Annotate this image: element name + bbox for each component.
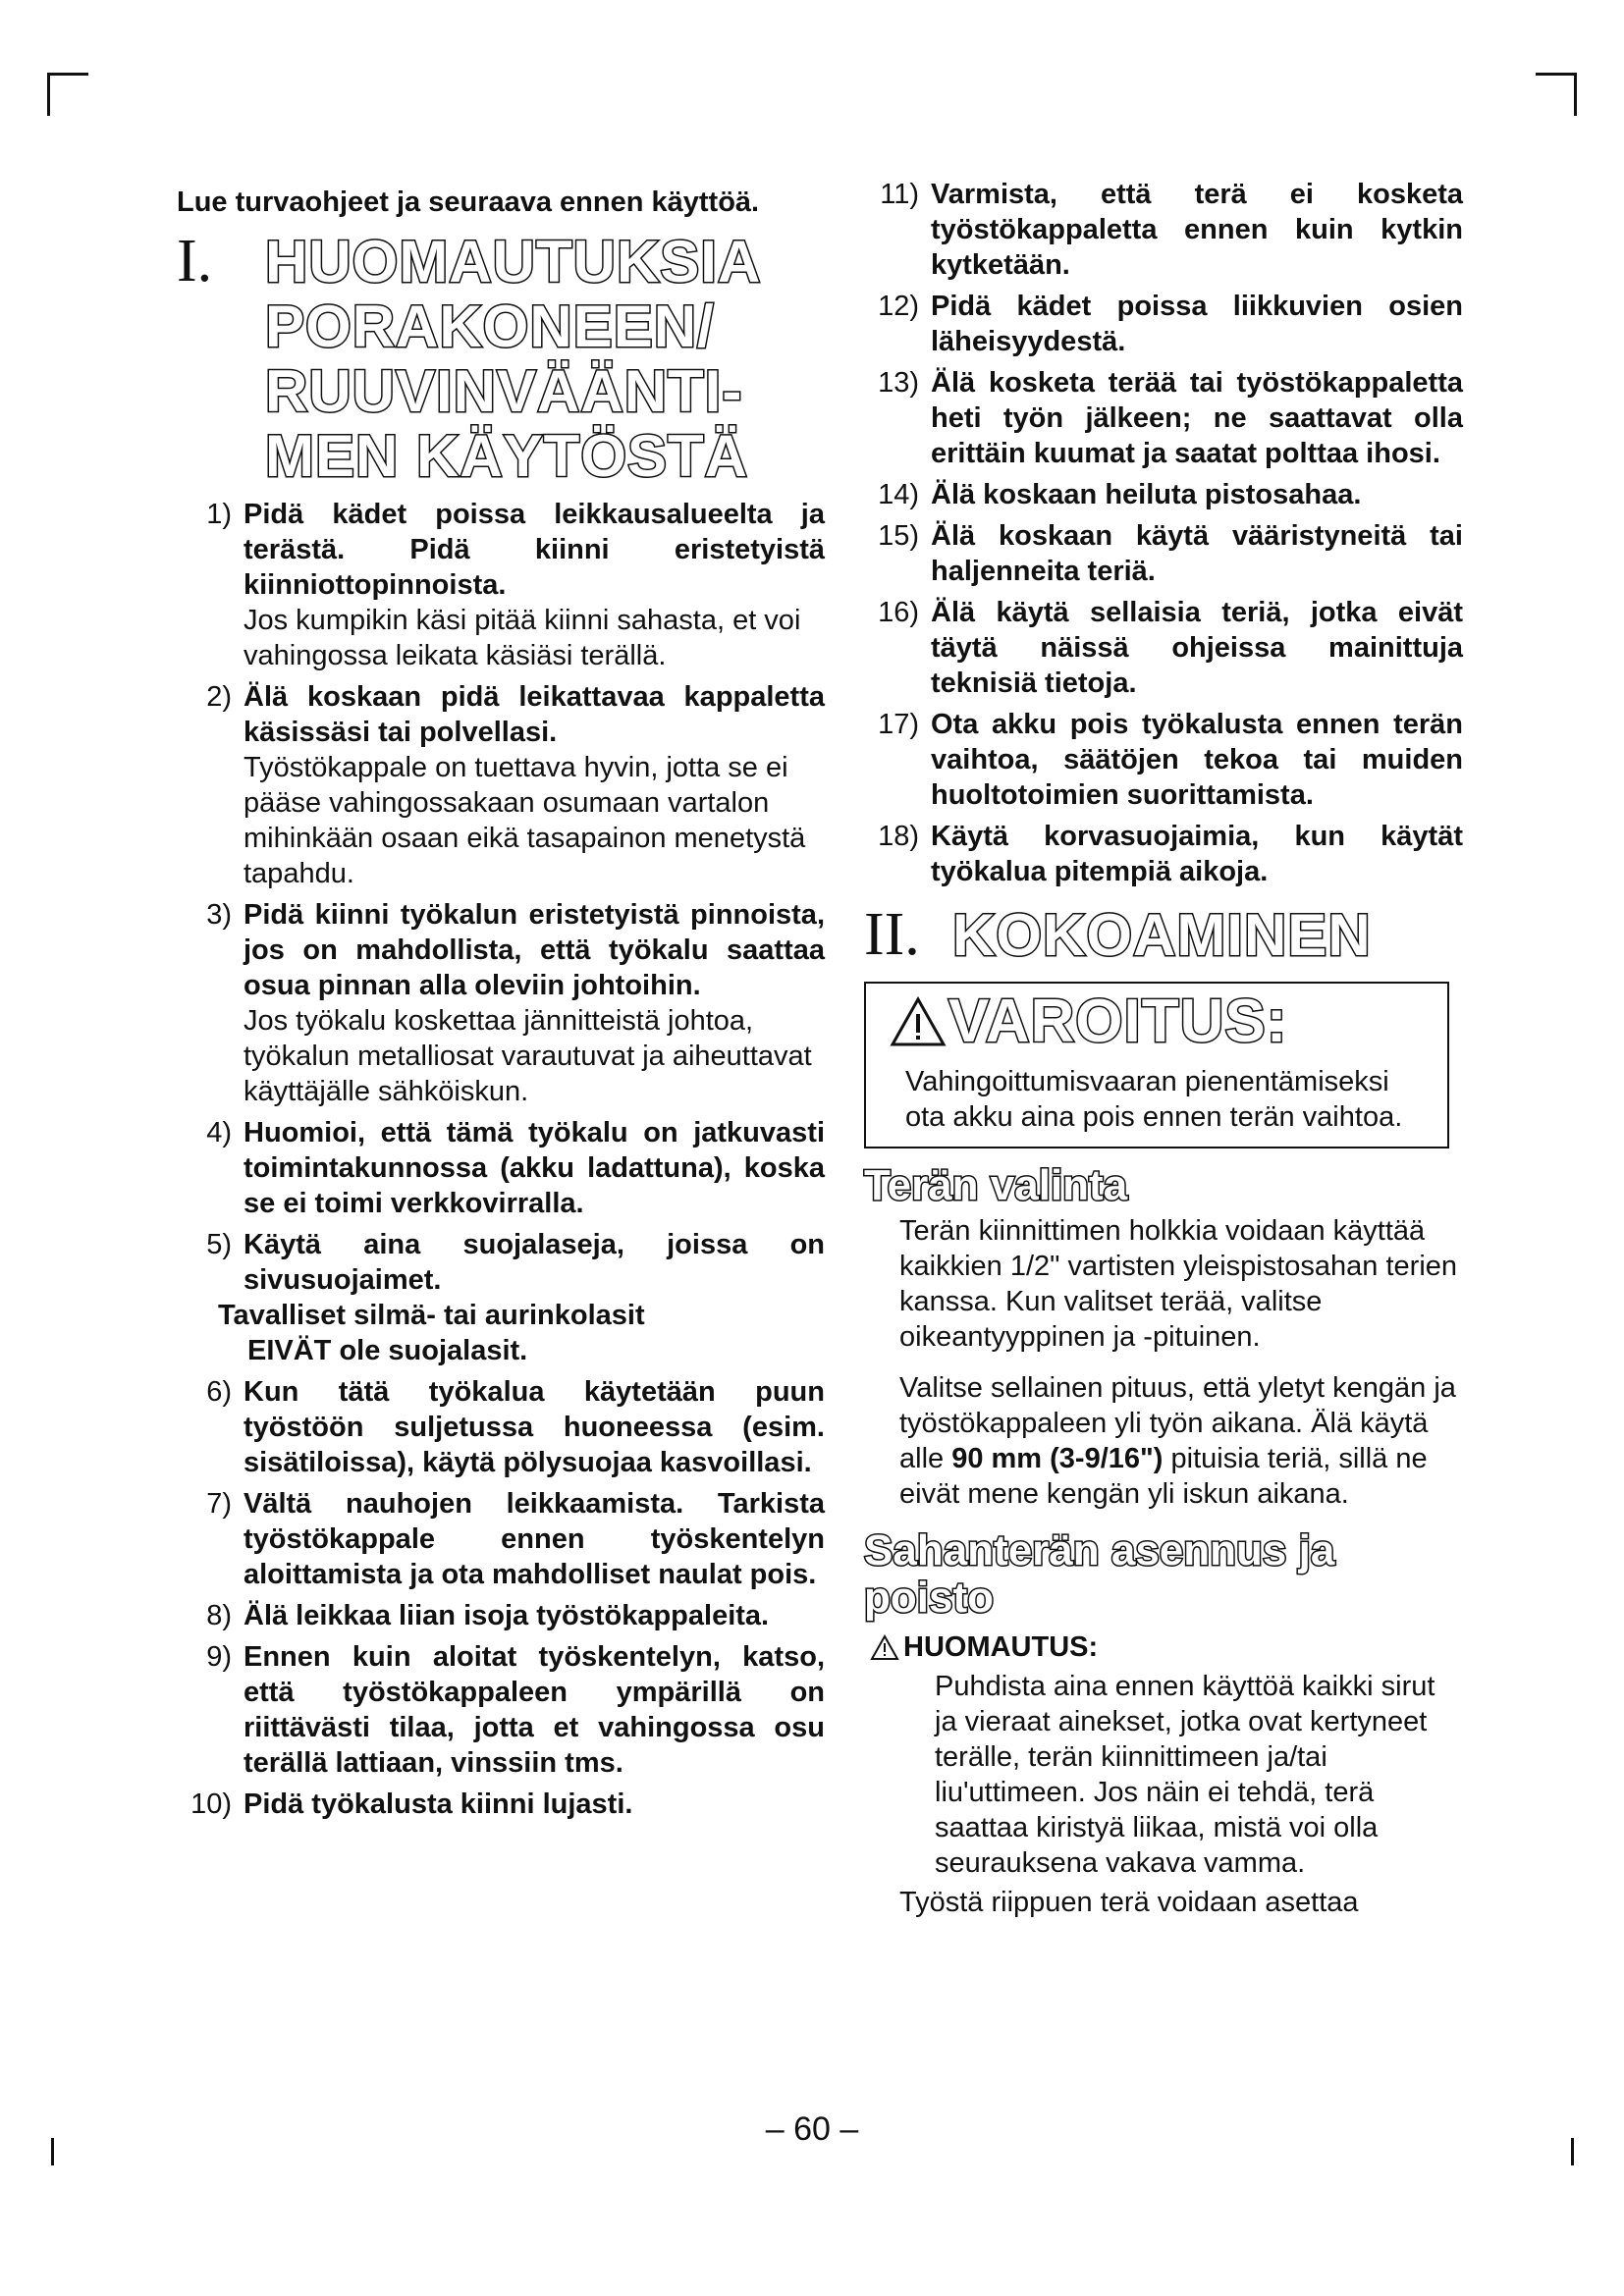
item-bold-text: Vältä nauhojen leikkaamista. Tarkista työstökappale ennen työskentelyn aloittamista ja ota mahdolliset naulat pois. xyxy=(244,1488,825,1590)
list-item xyxy=(864,177,1463,283)
warning-box xyxy=(864,982,1449,1148)
item-bold-text: Pidä kädet poissa liikkuvien osien läheisyydestä. xyxy=(931,291,1463,357)
list-item xyxy=(864,477,1463,512)
warning-title-text: VAROITUS: xyxy=(948,988,1288,1055)
item-number: 13) xyxy=(878,367,919,399)
item-number: 12) xyxy=(878,291,919,322)
p2-blade-length: 90 mm (3-9/16") xyxy=(951,1443,1164,1474)
item-bold-text: Älä koskaan heiluta pistosahaa. xyxy=(931,479,1362,510)
p2-text-a: Valitse sellainen pituus, että yletyt kengän ja työstökappaleen yli työn aikana. Älä käytä alle xyxy=(899,1372,1456,1474)
item-bold-text: Älä leikkaa liian isoja työstökappaleita. xyxy=(244,1600,770,1631)
item-bold-text: Käytä korvasuojaimia, kun käytät työkalua pitempiä aikoja. xyxy=(931,821,1463,887)
safety-list-left-continued xyxy=(177,1374,825,1822)
list-item xyxy=(864,518,1463,589)
section-1-title-line: RUUVINVÄÄNTI- xyxy=(265,358,743,424)
item-bold-text: Varmista, että terä ei kosketa työstökappaletta ennen kuin kytkin kytketään. xyxy=(931,179,1463,281)
warning-text: Vahingoittumisvaaran pienentämiseksi ota akku aina pois ennen terän vaihtoa. xyxy=(905,1066,1403,1133)
list-item xyxy=(864,365,1463,471)
safety-list-left xyxy=(177,497,825,1298)
list-item xyxy=(177,897,825,1109)
item-number: 3) xyxy=(206,899,232,931)
blade-selection-paragraph-2 xyxy=(864,1370,1463,1512)
item-bold-text: Pidä työkalusta kiinni lujasti. xyxy=(244,1789,633,1820)
section-1-heading xyxy=(177,230,825,489)
item-number: 5) xyxy=(206,1229,232,1260)
item-number: 16) xyxy=(878,597,919,628)
blade-selection-paragraph-1: Terän kiinnittimen holkkia voidaan käyttää kaikkien 1/2" vartisten yleispistosahan terien kanssa. Kun valitset terää, valitse oikeantyyppinen ja -pituinen. xyxy=(899,1215,1458,1353)
crop-mark-top-right-v xyxy=(1574,73,1577,116)
item-number: 10) xyxy=(190,1789,232,1820)
notice-text: Puhdista aina ennen käyttöä kaikki sirut ja vieraat ainekset, jotka ovat kertyneet terälle, terän kiinnittimeen ja/tai liu'uttimeen. Jos näin ei tehdä, terä saattaa kiristyä liikaa, mistä voi olla seurauksena vakava vamma. xyxy=(935,1671,1435,1879)
section-2-numeral: II. xyxy=(864,901,920,968)
page-number: – 60 – xyxy=(765,2110,859,2148)
item-bold-text: Älä käytä sellaisia teriä, jotka eivät täytä näissä ohjeissa mainittuja teknisiä tietoja. xyxy=(931,597,1463,699)
list-item xyxy=(864,289,1463,359)
warning-triangle-icon xyxy=(890,996,947,1047)
p2-text-b: pituisia teriä, sillä ne eivät mene kengän yli iskun aikana. xyxy=(899,1443,1428,1510)
left-column xyxy=(177,177,825,1828)
list-item xyxy=(864,707,1463,813)
item-bold-text: Ota akku pois työkalusta ennen terän vaihtoa, säätöjen tekoa tai muiden huoltotoimien suorittamista. xyxy=(931,709,1463,811)
item-5-note-line1: Tavalliset silmä- tai aurinkolasit xyxy=(218,1300,645,1331)
blade-selection-heading: Terän valinta xyxy=(864,1161,1128,1209)
list-item xyxy=(177,497,825,673)
list-item xyxy=(864,819,1463,889)
list-item xyxy=(177,1227,825,1298)
crop-mark-top-left-h xyxy=(47,73,88,76)
section-2-title: KOKOAMINEN xyxy=(952,902,1372,968)
list-item xyxy=(177,1374,825,1480)
item-bold-text: Ennen kuin aloitat työskentelyn, katso, että työstökappaleen ympärillä on riittävästi tilaa, jotta et vahingossa osu terällä lattiaan, vinssiin tms. xyxy=(244,1641,825,1779)
list-item xyxy=(177,679,825,891)
list-item xyxy=(177,1787,825,1822)
item-text: Jos kumpikin käsi pitää kiinni sahasta, et voi vahingossa leikata käsiäsi terällä. xyxy=(244,605,801,671)
item-bold-text: Käytä aina suojalaseja, joissa on sivusuojaimet. xyxy=(244,1229,825,1296)
list-item xyxy=(177,1486,825,1592)
item-number: 7) xyxy=(206,1488,232,1520)
item-bold-text: Pidä kädet poissa leikkausalueelta ja terästä. Pidä kiinni eristetyistä kiinniottopinnoista. xyxy=(244,499,825,601)
section-1-title-line: PORAKONEEN/ xyxy=(265,294,715,359)
item-number: 11) xyxy=(880,179,919,210)
section-2-heading xyxy=(864,903,1463,968)
item-number: 2) xyxy=(206,681,232,713)
section-1-numeral: I. xyxy=(177,228,213,294)
item-text: Työstökappale on tuettava hyvin, jotta se ei pääse vahingossakaan osumaan vartalon mihinkään osaan eikä tasapainon menetystä tapahdu. xyxy=(244,752,806,889)
item-number: 17) xyxy=(878,709,919,740)
blade-install-paragraph: Työstä riippuen terä voidaan asettaa xyxy=(899,1887,1359,1918)
item-bold-text: Pidä kiinni työkalun eristetyistä pinnoista, jos on mahdollista, että työkalu saattaa osua pinnan alla oleviin johtoihin. xyxy=(244,899,825,1001)
notice-heading xyxy=(864,1629,1463,1665)
safety-list-right xyxy=(864,177,1463,889)
item-bold-text: Kun tätä työkalua käytetään puun työstöön suljetussa huoneessa (esim. sisätiloissa), käytä pölysuojaa kasvoillasi. xyxy=(244,1376,825,1478)
section-1-title-line: MEN KÄYTÖSTÄ xyxy=(265,423,748,489)
blade-install-heading: Sahanterän asennus ja poisto xyxy=(864,1526,1335,1622)
item-number: 14) xyxy=(878,479,919,510)
item-number: 8) xyxy=(206,1600,232,1631)
item-number: 4) xyxy=(206,1117,232,1148)
item-number: 6) xyxy=(206,1376,232,1408)
intro-text: Lue turvaohjeet ja seuraava ennen käyttöä. xyxy=(177,187,760,218)
item-number: 18) xyxy=(878,821,919,852)
item-5-note xyxy=(177,1298,825,1368)
item-number: 9) xyxy=(206,1641,232,1673)
item-text: Jos työkalu koskettaa jännitteistä johtoa, työkalun metalliosat varautuvat ja aiheuttavat käyttäjälle sähköiskun. xyxy=(244,1005,812,1107)
item-bold-text: Älä kosketa terää tai työstökappaletta heti työn jälkeen; ne saattavat olla erittäin kuumat ja saatat polttaa ihosi. xyxy=(931,367,1463,469)
item-bold-text: Älä koskaan käytä vääristyneitä tai haljenneita teriä. xyxy=(931,520,1463,587)
list-item xyxy=(177,1598,825,1633)
item-bold-text: Älä koskaan pidä leikattavaa kappaletta käsissäsi tai polvellasi. xyxy=(244,681,825,748)
list-item xyxy=(864,595,1463,701)
crop-mark-top-left-v xyxy=(47,73,50,116)
section-1-title xyxy=(265,230,761,489)
list-item xyxy=(177,1639,825,1781)
list-item xyxy=(177,1115,825,1221)
caution-triangle-icon xyxy=(870,1634,899,1661)
item-5-note-line2: EIVÄT ole suojalasit. xyxy=(247,1335,528,1366)
item-number: 1) xyxy=(206,499,232,530)
notice-label: HUOMAUTUS: xyxy=(903,1631,1099,1663)
warning-title xyxy=(890,988,1432,1056)
right-column xyxy=(864,177,1463,1920)
item-number: 15) xyxy=(878,520,919,552)
item-bold-text: Huomioi, että tämä työkalu on jatkuvasti toimintakunnossa (akku ladattuna), koska se ei toimi verkkovirralla. xyxy=(244,1117,825,1219)
section-1-title-line: HUOMAUTUKSIA xyxy=(265,229,762,294)
crop-mark-top-right-h xyxy=(1536,73,1577,76)
